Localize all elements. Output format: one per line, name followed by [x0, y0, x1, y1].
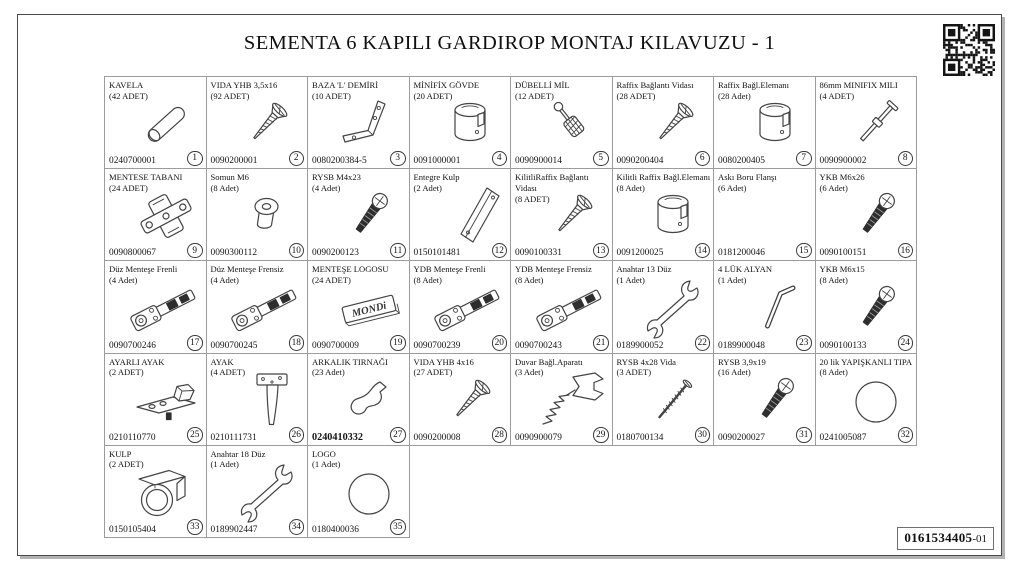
- part-qty: (2 ADET): [109, 459, 144, 470]
- part-qty: (8 ADET): [515, 193, 550, 204]
- cam-icon: [431, 93, 509, 155]
- part-qty: (24 ADET): [312, 275, 351, 286]
- cam-icon: [736, 93, 814, 155]
- part-header: [211, 172, 307, 193]
- part-code: 0090900014: [515, 156, 562, 167]
- part-qty: (24 ADET): [109, 182, 148, 193]
- part-number-badge: 32: [898, 427, 914, 443]
- part-code: 0090700009: [312, 340, 359, 351]
- part-code: 0090900002: [819, 156, 867, 167]
- part-qty: (3 Adet): [515, 367, 544, 378]
- part-header: [414, 264, 510, 285]
- part-header: [312, 357, 408, 378]
- part-cell: [816, 77, 918, 169]
- part-qty: (6 Adet): [718, 182, 747, 193]
- part-code: 0189900048: [718, 340, 765, 351]
- part-header: [718, 357, 814, 378]
- part-qty: (8 Adet): [515, 275, 544, 286]
- part-name: Düz Menteşe Frenli: [109, 264, 178, 275]
- part-header: [718, 80, 814, 101]
- part-cell: [714, 77, 816, 169]
- logo-plate-icon: [330, 278, 408, 340]
- part-code: 0090200001: [210, 156, 258, 167]
- part-code: 0090100151: [819, 248, 867, 259]
- part-number-badge: 9: [187, 243, 203, 259]
- part-qty: (1 Adet): [312, 459, 341, 470]
- part-cell: [207, 354, 309, 446]
- part-qty: (28 Adet): [718, 90, 751, 101]
- part-qty: (28 ADET): [616, 90, 656, 101]
- part-name: Raffix Bağl.Elemanı: [718, 80, 789, 90]
- part-name: RYSB 4x28 Vida: [616, 356, 676, 367]
- part-header: [109, 449, 205, 470]
- part-number-badge: 6: [695, 151, 711, 167]
- document-code-box: [897, 527, 994, 550]
- screw-icon: [431, 370, 509, 432]
- hinge-icon: [431, 278, 509, 340]
- part-header: [617, 264, 713, 285]
- part-name: 20 lik YAPIŞKANLI TIPA: [819, 356, 913, 367]
- part-name: MENTESE TABANI: [109, 172, 183, 183]
- part-cell: [410, 169, 512, 261]
- part-number-badge: 12: [492, 243, 508, 259]
- part-number-badge: 3: [390, 151, 406, 167]
- part-header: [109, 172, 205, 193]
- wrench-icon: [634, 278, 712, 340]
- part-number-badge: 33: [187, 519, 203, 535]
- part-number-badge: 10: [289, 243, 305, 259]
- part-number-badge: 27: [390, 427, 406, 443]
- part-qty: (2 ADET): [109, 367, 144, 378]
- part-cell: [105, 169, 207, 261]
- part-cell: [714, 169, 816, 261]
- part-qty: (16 Adet): [718, 367, 751, 378]
- part-cell: [308, 77, 410, 169]
- part-name: Askı Boru Flanşı: [718, 172, 777, 183]
- part-cell: [613, 354, 715, 446]
- part-header: [109, 357, 205, 378]
- part-name: 4 LÜK ALYAN: [718, 264, 773, 275]
- part-code: 0090100133: [819, 340, 867, 351]
- part-name: Duvar Bağl.Aparatı: [515, 356, 583, 367]
- cam-icon: [634, 185, 712, 247]
- part-name: KULP: [109, 448, 132, 459]
- part-illustration: [736, 185, 814, 247]
- part-cell: [816, 169, 918, 261]
- part-cell: [105, 261, 207, 353]
- part-code: 0090300112: [210, 248, 258, 259]
- part-number-badge: 31: [796, 427, 812, 443]
- bolt-icon: [837, 278, 915, 340]
- parts-grid: [104, 76, 917, 538]
- part-name: VIDA YHB 3,5x16: [210, 80, 278, 90]
- part-name: KAVELA: [109, 80, 144, 90]
- leg-icon: [228, 370, 306, 432]
- part-code: 0090700246: [109, 340, 156, 351]
- part-qty: (4 Adet): [109, 275, 138, 286]
- part-qty: (4 Adet): [210, 275, 239, 286]
- part-qty: (23 Adet): [312, 367, 345, 378]
- part-code: 0090700243: [515, 340, 562, 351]
- part-name: ARKALIK TIRNAĞI: [312, 356, 388, 367]
- part-cell: [308, 446, 410, 538]
- part-code: 0090900079: [515, 432, 562, 443]
- part-code: 0241005087: [819, 432, 867, 443]
- hinge-plate-icon: [127, 185, 205, 247]
- part-qty: (8 Adet): [413, 275, 442, 286]
- part-code: 0181200046: [718, 248, 765, 259]
- part-number-badge: 22: [695, 335, 711, 351]
- part-number-badge: 25: [187, 427, 203, 443]
- part-qty: (6 Adet): [819, 182, 848, 193]
- part-cell: [816, 354, 918, 446]
- part-name: Kilitli Raffix Bağl.Elemanı: [616, 172, 711, 183]
- part-code: 0180700134: [616, 432, 664, 443]
- part-header: [515, 264, 611, 285]
- part-qty: (4 Adet): [312, 182, 341, 193]
- part-number-badge: 2: [289, 151, 305, 167]
- handle-icon: [127, 462, 205, 524]
- part-name: Entegre Kulp: [413, 172, 460, 183]
- part-header: [718, 264, 814, 285]
- part-code: 0240700001: [109, 156, 156, 167]
- part-code: 0090100331: [515, 248, 562, 259]
- part-number-badge: 19: [390, 335, 406, 351]
- part-number-badge: 11: [390, 243, 406, 259]
- dowel-icon: [127, 93, 205, 155]
- part-header: [414, 80, 510, 101]
- part-qty: (8 Adet): [819, 275, 848, 286]
- part-code: 0210111731: [210, 432, 257, 443]
- part-cell: [816, 261, 918, 353]
- screw-icon: [228, 93, 306, 155]
- part-number-badge: 28: [492, 427, 508, 443]
- part-cell: [308, 354, 410, 446]
- part-code: 0090200404: [616, 156, 664, 167]
- part-name: 86mm MINIFIX MILI: [819, 80, 898, 90]
- part-cell: [511, 169, 613, 261]
- part-name: Anahtar 13 Düz: [616, 264, 672, 275]
- hinge-icon: [533, 278, 611, 340]
- screw-icon: [634, 93, 712, 155]
- part-header: [414, 357, 510, 378]
- part-qty: (20 ADET): [413, 90, 453, 101]
- part-cell: [207, 77, 309, 169]
- bolt-icon: [736, 370, 814, 432]
- part-name: Anahtar 18 Düz: [210, 448, 266, 459]
- part-qty: (8 Adet): [819, 367, 848, 378]
- part-cell: [714, 354, 816, 446]
- part-code: 0180400036: [312, 524, 359, 535]
- part-number-badge: 20: [492, 335, 508, 351]
- part-name: MİNİFİX GÖVDE: [413, 80, 480, 90]
- part-name: LOGO: [312, 448, 336, 459]
- part-header: [617, 80, 713, 101]
- part-number-badge: 7: [796, 151, 812, 167]
- part-cell: [511, 77, 613, 169]
- part-cell: [613, 77, 715, 169]
- part-number-badge: 34: [289, 519, 305, 535]
- part-code: 0150101481: [413, 248, 461, 259]
- part-header: [515, 357, 611, 378]
- part-code: 0189900052: [616, 340, 664, 351]
- part-code: 0240410332: [312, 431, 363, 443]
- part-header: [211, 449, 307, 470]
- part-name: RYSB M4x23: [312, 172, 361, 183]
- clip-icon: [330, 370, 408, 432]
- part-cell: [410, 77, 512, 169]
- part-qty: (8 Adet): [210, 182, 239, 193]
- part-qty: (4 ADET): [210, 367, 246, 378]
- svg-text:MONDi: MONDi: [350, 300, 388, 320]
- part-name: Somun M6: [210, 172, 249, 183]
- part-header: [617, 172, 713, 193]
- part-code: 0080200405: [718, 156, 765, 167]
- part-name: AYARLI AYAK: [109, 356, 165, 367]
- part-code: 0090200027: [718, 432, 765, 443]
- part-name: YDB Menteşe Frensiz: [515, 264, 592, 275]
- part-header: [820, 264, 916, 285]
- part-name: KilitliRaffix Bağlantı Vidası: [515, 172, 589, 193]
- part-qty: (1 Adet): [718, 275, 747, 286]
- part-qty: (2 Adet): [413, 182, 442, 193]
- hinge-icon: [228, 278, 306, 340]
- part-number-badge: 8: [898, 151, 914, 167]
- part-cell: [105, 446, 207, 538]
- part-cell: [613, 169, 715, 261]
- part-code: 0090800067: [109, 248, 156, 259]
- part-number-badge: 29: [593, 427, 609, 443]
- part-code: 0090700245: [210, 340, 258, 351]
- part-name: MENTEŞE LOGOSU: [312, 264, 389, 275]
- part-code: 0080200384-5: [312, 156, 367, 167]
- part-cell: [613, 261, 715, 353]
- part-cell: [207, 261, 309, 353]
- nut-icon: [228, 185, 306, 247]
- part-cell: [207, 446, 309, 538]
- part-name: AYAK: [210, 356, 234, 367]
- part-number-badge: 24: [898, 335, 914, 351]
- part-number-badge: 23: [796, 335, 812, 351]
- part-qty: (42 ADET): [109, 90, 148, 101]
- part-code: 0090200008: [413, 432, 461, 443]
- part-qty: (8 Adet): [616, 182, 645, 193]
- part-number-badge: 1: [187, 151, 203, 167]
- part-header: [515, 80, 611, 101]
- wrench-icon: [228, 462, 306, 524]
- part-name: Raffix Bağlantı Vidası: [616, 80, 694, 90]
- part-number-badge: 4: [492, 151, 508, 167]
- hinge-icon: [127, 278, 205, 340]
- part-cell: [410, 261, 512, 353]
- part-qty: (10 ADET): [312, 90, 351, 101]
- part-number-badge: 30: [695, 427, 711, 443]
- thin-screw-icon: [634, 370, 712, 432]
- part-cell: [410, 354, 512, 446]
- part-number-badge: 21: [593, 335, 609, 351]
- part-qty: (4 ADET): [819, 90, 855, 101]
- part-code: 0090700239: [413, 340, 461, 351]
- part-code: 0150105404: [109, 524, 156, 535]
- part-header: [820, 357, 916, 378]
- part-qty: (92 ADET): [210, 90, 250, 101]
- dowel-pin-icon: [533, 93, 611, 155]
- part-number-badge: 14: [695, 243, 711, 259]
- part-number-badge: 18: [289, 335, 305, 351]
- part-name: YDB Menteşe Frenli: [413, 264, 486, 275]
- part-qty: (3 ADET): [616, 367, 652, 378]
- part-code: 0189902447: [210, 524, 258, 535]
- page-frame: [17, 14, 1002, 556]
- circle-icon: [330, 462, 408, 524]
- part-cell: [308, 261, 410, 353]
- part-qty: (12 ADET): [515, 90, 554, 101]
- part-cell: [105, 354, 207, 446]
- part-cell: [105, 77, 207, 169]
- part-header: [211, 357, 307, 378]
- part-header: [211, 80, 307, 101]
- page-title: SEMENTA 6 KAPILI GARDIROP MONTAJ KILAVUZU - 1: [243, 32, 776, 54]
- part-header: [820, 80, 916, 101]
- part-header: [109, 264, 205, 285]
- bolt-icon: [330, 185, 408, 247]
- part-header: [718, 172, 814, 193]
- part-number-badge: 35: [390, 519, 406, 535]
- part-code: 0210110770: [109, 432, 156, 443]
- part-name: DÜBELLİ MİL: [515, 80, 570, 90]
- part-header: [414, 172, 510, 193]
- profile-icon: [431, 185, 509, 247]
- part-cell: [308, 169, 410, 261]
- part-name: Düz Menteşe Frensiz: [210, 264, 284, 275]
- qr-code-icon: [943, 24, 995, 76]
- part-header: [312, 80, 408, 101]
- part-name: BAZA 'L' DEMİRİ: [312, 80, 379, 90]
- part-header: [617, 357, 713, 378]
- part-number-badge: 5: [593, 151, 609, 167]
- part-cell: [714, 261, 816, 353]
- part-name: RYSB 3,9x19: [718, 356, 766, 367]
- part-number-badge: 26: [289, 427, 305, 443]
- part-qty: (1 Adet): [616, 275, 645, 286]
- part-number-badge: 17: [187, 335, 203, 351]
- wall-bracket-icon: [533, 370, 611, 432]
- part-qty: (1 Adet): [210, 459, 239, 470]
- part-name: YKB M6x26: [819, 172, 865, 183]
- circle-icon: [837, 370, 915, 432]
- part-name: VIDA YHB 4x16: [413, 356, 474, 367]
- part-header: [312, 449, 408, 470]
- part-cell: [511, 354, 613, 446]
- part-header: [515, 172, 611, 204]
- part-code: 0090200123: [312, 248, 359, 259]
- part-qty: (27 ADET): [413, 367, 453, 378]
- part-code: 0091000001: [413, 156, 461, 167]
- rod-icon: [837, 93, 915, 155]
- bolt-icon: [837, 185, 915, 247]
- part-header: [312, 172, 408, 193]
- part-number-badge: 15: [796, 243, 812, 259]
- part-number-badge: 16: [898, 243, 914, 259]
- part-cell: [207, 169, 309, 261]
- part-header: [211, 264, 307, 285]
- adj-foot-icon: [127, 370, 205, 432]
- part-cell: [511, 261, 613, 353]
- part-code: 0091200025: [616, 248, 664, 259]
- part-name: YKB M6x15: [819, 264, 865, 275]
- part-header: [820, 172, 916, 193]
- part-header: [312, 264, 408, 285]
- allen-key-icon: [736, 278, 814, 340]
- part-number-badge: 13: [593, 243, 609, 259]
- document-code-suffix: -01: [972, 533, 987, 545]
- document-code: 0161534405: [904, 530, 973, 545]
- l-bracket-icon: [330, 93, 408, 155]
- part-header: [109, 80, 205, 101]
